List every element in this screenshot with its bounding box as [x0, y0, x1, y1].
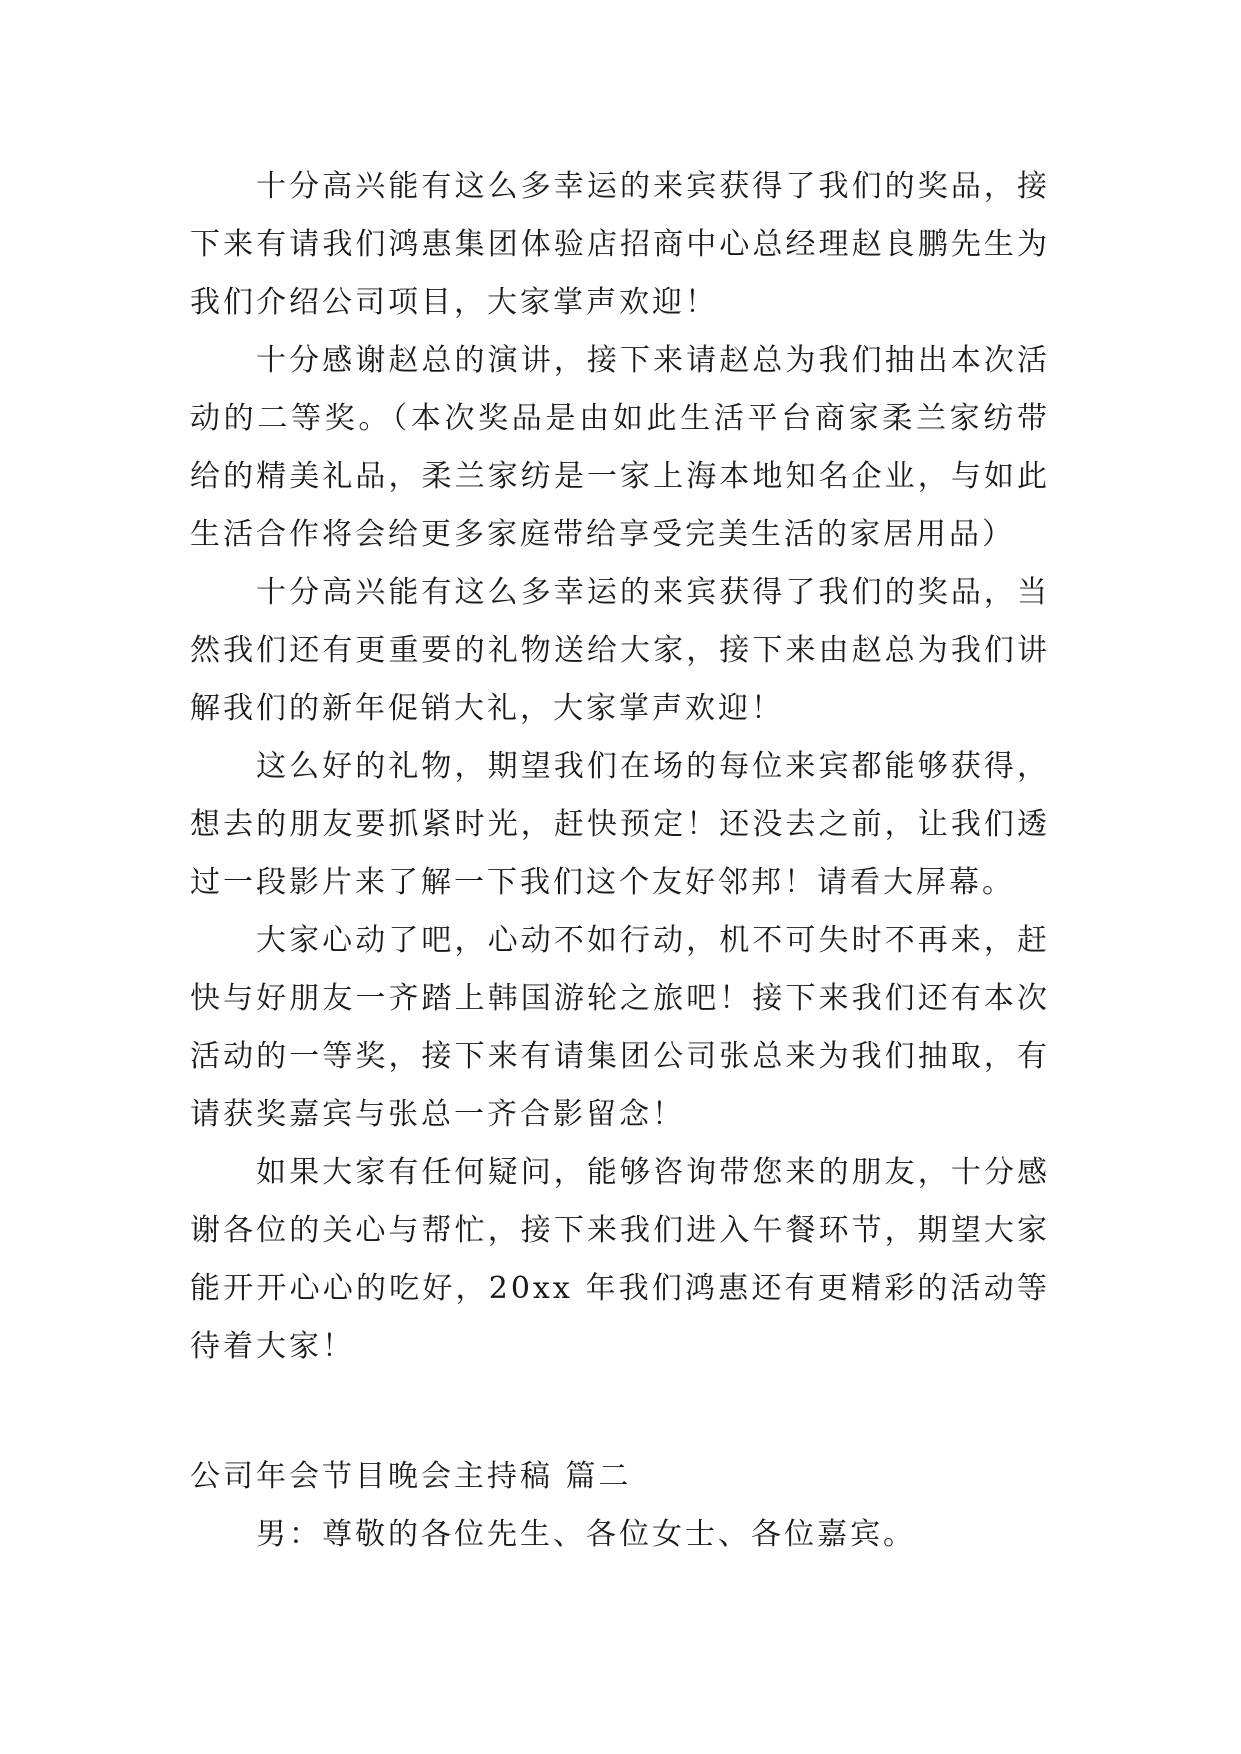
paragraph-6: 如果大家有任何疑问，能够咨询带您来的朋友，十分感谢各位的关心与帮忙，接下来我们进入午餐环节，期望大家能开开心心的吃好，20xx 年我们鸿惠还有更精彩的活动等待着大家！ — [190, 1155, 1050, 1364]
paragraph-5: 大家心动了吧，心动不如行动，机不可失时不再来，赶快与好朋友一齐踏上韩国游轮之旅吧！接下来我们还有本次活动的一等奖，接下来有请集团公司张总来为我们抽取，有请获奖嘉宾与张总一齐合影留念！ — [190, 923, 1050, 1132]
paragraph-2: 十分感谢赵总的演讲，接下来请赵总为我们抽出本次活动的二等奖。（本次奖品是由如此生活平台商家柔兰家纺带给的精美礼品，柔兰家纺是一家上海本地知名企业，与如此生活合作将会给更多家庭带给享受完美生活的家居用品） — [190, 343, 1050, 552]
paragraph-3: 十分高兴能有这么多幸运的来宾获得了我们的奖品，当然我们还有更重要的礼物送给大家，接下来由赵总为我们讲解我们的新年促销大礼，大家掌声欢迎！ — [190, 575, 1050, 726]
document-body — [190, 158, 1050, 1564]
paragraph-4: 这么好的礼物，期望我们在场的每位来宾都能够获得，想去的朋友要抓紧时光，赶快预定！还没去之前，让我们透过一段影片来了解一下我们这个友好邻邦！请看大屏幕。 — [190, 749, 1050, 900]
paragraph-1: 十分高兴能有这么多幸运的来宾获得了我们的奖品，接下来有请我们鸿惠集团体验店招商中心总经理赵良鹏先生为我们介绍公司项目，大家掌声欢迎！ — [190, 169, 1050, 320]
section-heading: 公司年会节目晚会主持稿 篇二 — [190, 1459, 632, 1494]
section-paragraph-1: 男：尊敬的各位先生、各位女士、各位嘉宾。 — [256, 1517, 916, 1552]
